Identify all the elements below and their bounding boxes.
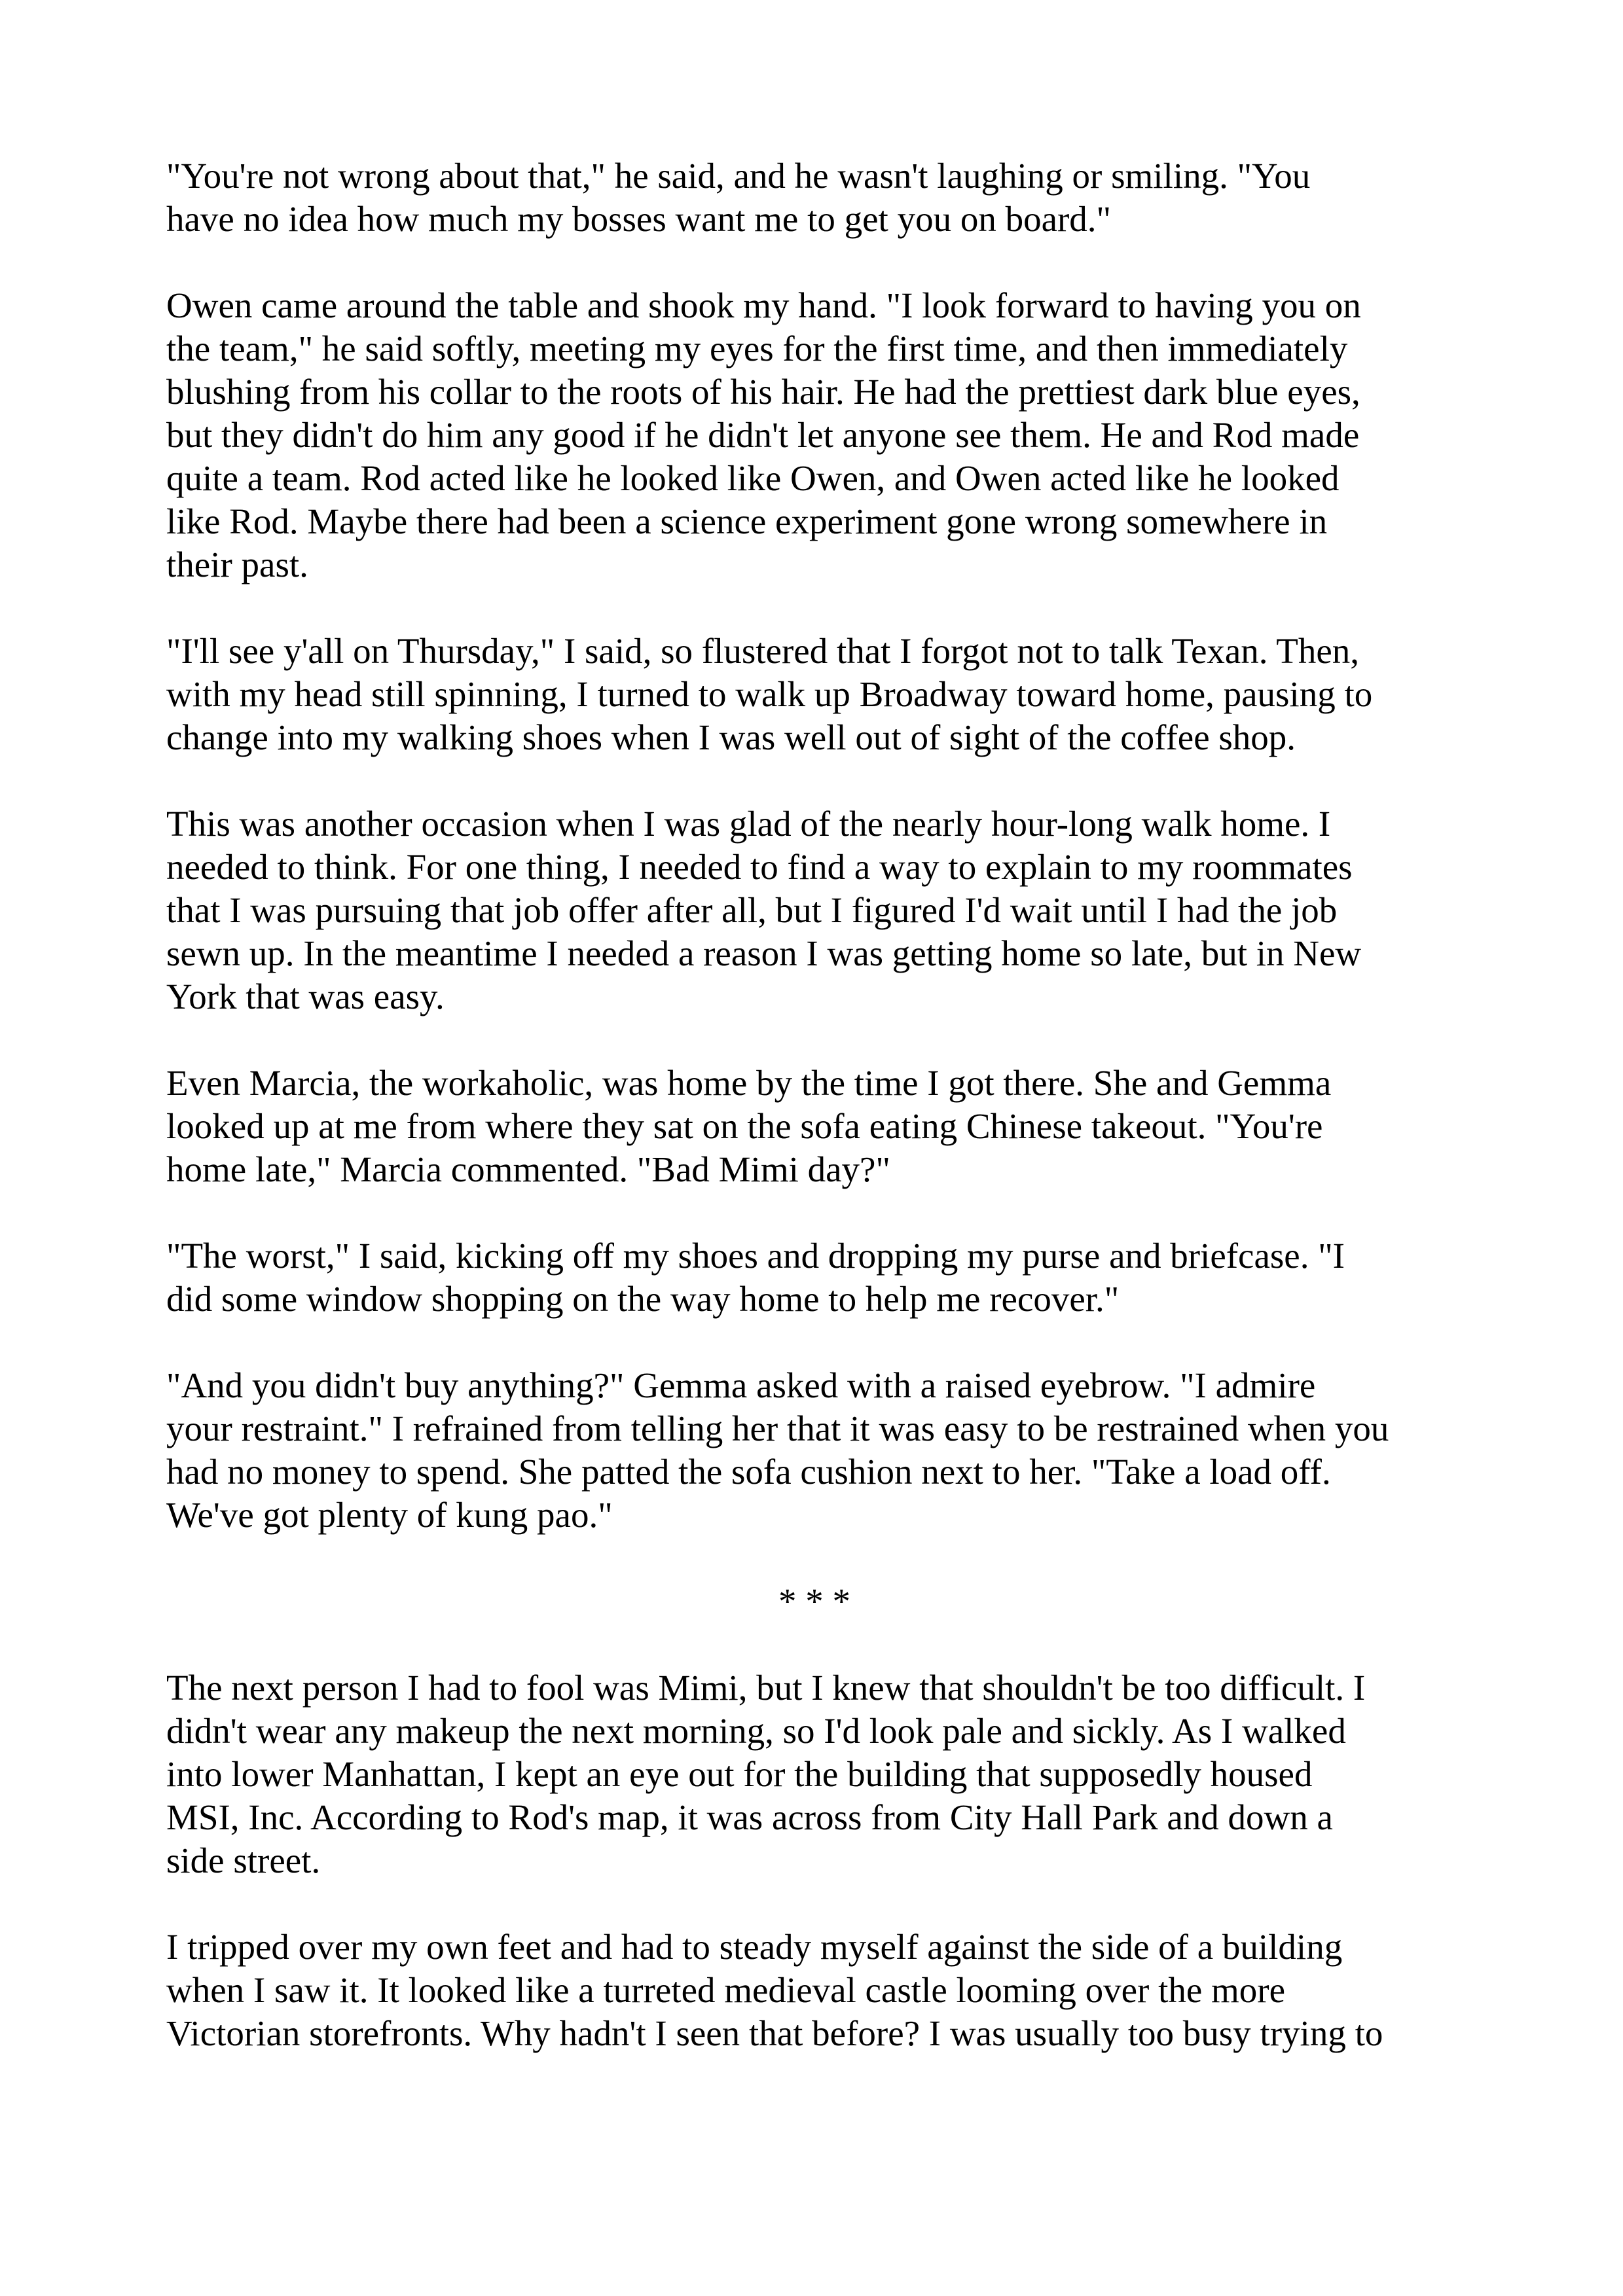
paragraph [166, 1364, 1482, 1537]
paragraph [166, 284, 1482, 586]
text-line: their past. [166, 545, 308, 584]
text-line: but they didn't do him any good if he didn't let anyone see them. He and Rod made [166, 415, 1360, 455]
text-line: side street. [166, 1840, 321, 1880]
text-line: blushing from his collar to the roots of his hair. He had the prettiest dark blue eyes, [166, 372, 1360, 412]
text-line: when I saw it. It looked like a turreted medieval castle looming over the more [166, 1970, 1286, 2010]
paragraph [166, 630, 1482, 759]
body-text [166, 154, 1482, 2098]
paragraph [166, 1062, 1482, 1191]
text-line: quite a team. Rod acted like he looked like Owen, and Owen acted like he looked [166, 458, 1340, 498]
paragraph [166, 154, 1482, 241]
text-line: "You're not wrong about that," he said, and he wasn't laughing or smiling. "You [166, 156, 1311, 196]
text-line: that I was pursuing that job offer after all, but I figured I'd wait until I had the job [166, 890, 1338, 930]
text-line: Even Marcia, the workaholic, was home by the time I got there. She and Gemma [166, 1063, 1332, 1103]
text-line: change into my walking shoes when I was well out of sight of the coffee shop. [166, 717, 1296, 757]
text-line: had no money to spend. She patted the sofa cushion next to her. "Take a load off. [166, 1452, 1331, 1492]
text-line: Owen came around the table and shook my hand. "I look forward to having you on [166, 285, 1361, 325]
text-line: have no idea how much my bosses want me to get you on board." [166, 199, 1111, 239]
text-line: Victorian storefronts. Why hadn't I seen that before? I was usually too busy trying to [166, 2013, 1383, 2053]
text-line: your restraint." I refrained from telling her that it was easy to be restrained when you [166, 1408, 1389, 1448]
text-line: We've got plenty of kung pao." [166, 1495, 613, 1535]
paragraph [166, 1234, 1482, 1321]
paragraph [166, 1666, 1482, 1882]
paragraph [166, 802, 1482, 1018]
text-line: York that was easy. [166, 977, 445, 1016]
text-line: "I'll see y'all on Thursday," I said, so flustered that I forgot not to talk Texan. Then, [166, 631, 1360, 671]
text-line: "And you didn't buy anything?" Gemma asked with a raised eyebrow. "I admire [166, 1365, 1316, 1405]
paragraph [166, 1926, 1482, 2055]
text-line: with my head still spinning, I turned to walk up Broadway toward home, pausing to [166, 674, 1373, 714]
text-line: The next person I had to fool was Mimi, but I knew that shouldn't be too difficult. I [166, 1668, 1366, 1708]
text-line: "The worst," I said, kicking off my shoes and dropping my purse and briefcase. "I [166, 1236, 1345, 1276]
text-line: This was another occasion when I was glad of the nearly hour-long walk home. I [166, 804, 1331, 844]
text-line: like Rod. Maybe there had been a science experiment gone wrong somewhere in [166, 501, 1328, 541]
text-line: looked up at me from where they sat on the sofa eating Chinese takeout. "You're [166, 1106, 1323, 1146]
text-line: sewn up. In the meantime I needed a reason I was getting home so late, but in New [166, 933, 1362, 973]
text-line: needed to think. For one thing, I needed to find a way to explain to my roommates [166, 847, 1353, 887]
text-line: into lower Manhattan, I kept an eye out for the building that supposedly housed [166, 1754, 1313, 1794]
scene-break: * * * [778, 1581, 850, 1621]
text-line: MSI, Inc. According to Rod's map, it was across from City Hall Park and down a [166, 1797, 1333, 1837]
text-line: home late," Marcia commented. "Bad Mimi day?" [166, 1149, 890, 1189]
text-line: the team," he said softly, meeting my eyes for the first time, and then immediately [166, 329, 1348, 368]
text-line: did some window shopping on the way home to help me recover." [166, 1279, 1120, 1319]
text-line: didn't wear any makeup the next morning, so I'd look pale and sickly. As I walked [166, 1711, 1346, 1751]
text-line: I tripped over my own feet and had to steady myself against the side of a building [166, 1927, 1343, 1967]
